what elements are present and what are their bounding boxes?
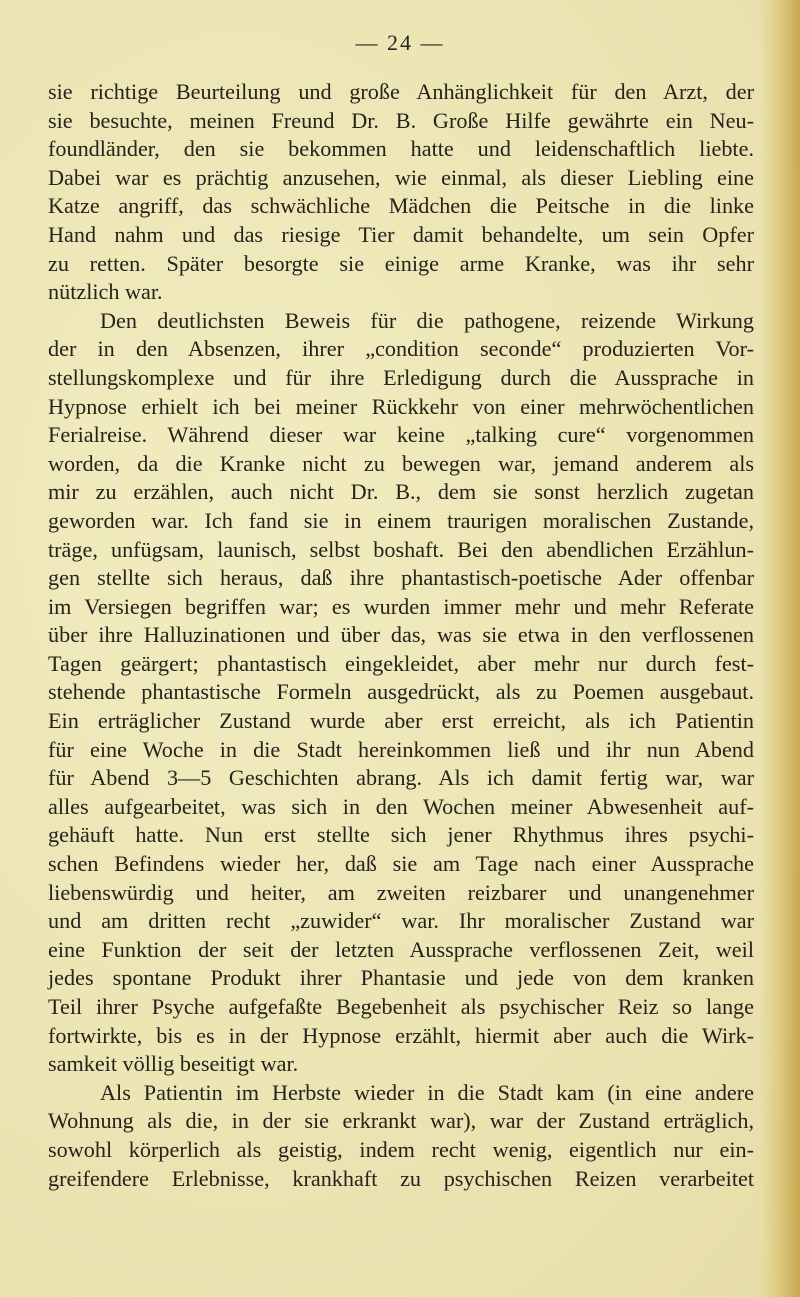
text-line: im Versiegen begriffen war; es wurden immer mehr und mehr Referate	[48, 593, 754, 619]
text-line: stehende phantastische Formeln ausgedrückt, als zu Poemen ausgebaut.	[48, 679, 754, 705]
text-line: Hand nahm und das riesige Tier damit behandelte, um sein Opfer	[48, 221, 754, 247]
text-line: foundländer, den sie bekommen hatte und leidenschaftlich liebte.	[48, 136, 754, 162]
text-line: sie besuchte, meinen Freund Dr. B. Große Hilfe gewährte ein Neu-	[48, 107, 754, 133]
text-line: für eine Woche in die Stadt hereinkommen ließ und ihr nun Abend	[48, 736, 754, 762]
text-line: stellungskomplexe und für ihre Erledigung durch die Aussprache in	[48, 364, 754, 390]
text-line: fortwirkte, bis es in der Hypnose erzählt, hiermit aber auch die Wirk-	[48, 1022, 754, 1048]
text-line: samkeit völlig beseitigt war.	[48, 1051, 299, 1077]
text-line: Tagen geärgert; phantastisch eingekleidet, aber mehr nur durch fest-	[48, 650, 754, 676]
body-text	[48, 78, 754, 1193]
text-line: Teil ihrer Psyche aufgefaßte Begebenheit als psychischer Reiz so lange	[48, 994, 754, 1019]
text-line: eine Funktion der seit der letzten Aussprache verflossenen Zeit, weil	[48, 936, 754, 962]
text-line: gen stellte sich heraus, daß ihre phantastisch-poetische Ader offenbar	[48, 565, 754, 591]
text-line: sowohl körperlich als geistig, indem recht wenig, eigentlich nur ein-	[48, 1136, 754, 1162]
text-line: gehäuft hatte. Nun erst stellte sich jener Rhythmus ihres psychi-	[48, 822, 754, 848]
text-line: zu retten. Später besorgte sie einige arme Kranke, was ihr sehr	[48, 250, 754, 276]
text-line: schen Befindens wieder her, daß sie am Tage nach einer Aussprache	[48, 851, 754, 877]
text-line: Wohnung als die, in der sie erkrankt war), war der Zustand erträglich,	[48, 1108, 754, 1134]
text-line: geworden war. Ich fand sie in einem traurigen moralischen Zustande,	[48, 507, 754, 533]
text-line: für Abend 3—5 Geschichten abrang. Als ich damit fertig war, war	[48, 765, 754, 791]
text-line: Als Patientin im Herbste wieder in die Stadt kam (in eine andere	[100, 1079, 754, 1105]
text-line: worden, da die Kranke nicht zu bewegen war, jemand anderem als	[48, 450, 754, 476]
text-line: liebenswürdig und heiter, am zweiten reizbarer und unangenehmer	[48, 879, 754, 905]
page-number: — 24 —	[355, 30, 445, 55]
text-line: Ein erträglicher Zustand wurde aber erst erreicht, als ich Patientin	[48, 708, 754, 734]
text-line: Ferialreise. Während dieser war keine „talking cure“ vorgenommen	[48, 422, 754, 448]
paragraph	[48, 307, 754, 1079]
text-line: jedes spontane Produkt ihrer Phantasie und jede von dem kranken	[48, 965, 754, 991]
paragraph	[48, 78, 754, 307]
text-line: Dabei war es prächtig anzusehen, wie einmal, als dieser Liebling eine	[48, 164, 754, 190]
text-line: mir zu erzählen, auch nicht Dr. B., dem sie sonst herzlich zugetan	[48, 479, 754, 505]
text-line: träge, unfügsam, launisch, selbst boshaft. Bei den abendlichen Erzählun-	[48, 536, 754, 562]
paragraph	[48, 1079, 754, 1193]
text-line: Den deutlichsten Beweis für die pathogene, reizende Wirkung	[100, 307, 754, 333]
text-line: Katze angriff, das schwächliche Mädchen die Peitsche in die linke	[48, 193, 754, 219]
text-line: sie richtige Beurteilung und große Anhänglichkeit für den Arzt, der	[48, 79, 754, 104]
text-line: alles aufgearbeitet, was sich in den Wochen meiner Abwesenheit auf-	[48, 793, 754, 819]
text-line: Hypnose erhielt ich bei meiner Rückkehr von einer mehrwöchentlichen	[48, 393, 754, 419]
text-line: der in den Absenzen, ihrer „condition seconde“ produzierten Vor-	[48, 336, 754, 362]
text-line: und am dritten recht „zuwider“ war. Ihr moralischer Zustand war	[48, 908, 754, 934]
text-line: über ihre Halluzinationen und über das, was sie etwa in den verflossenen	[48, 622, 754, 648]
text-line: nützlich war.	[48, 279, 163, 305]
text-line: greifendere Erlebnisse, krankhaft zu psychischen Reizen verarbeitet	[48, 1165, 754, 1191]
